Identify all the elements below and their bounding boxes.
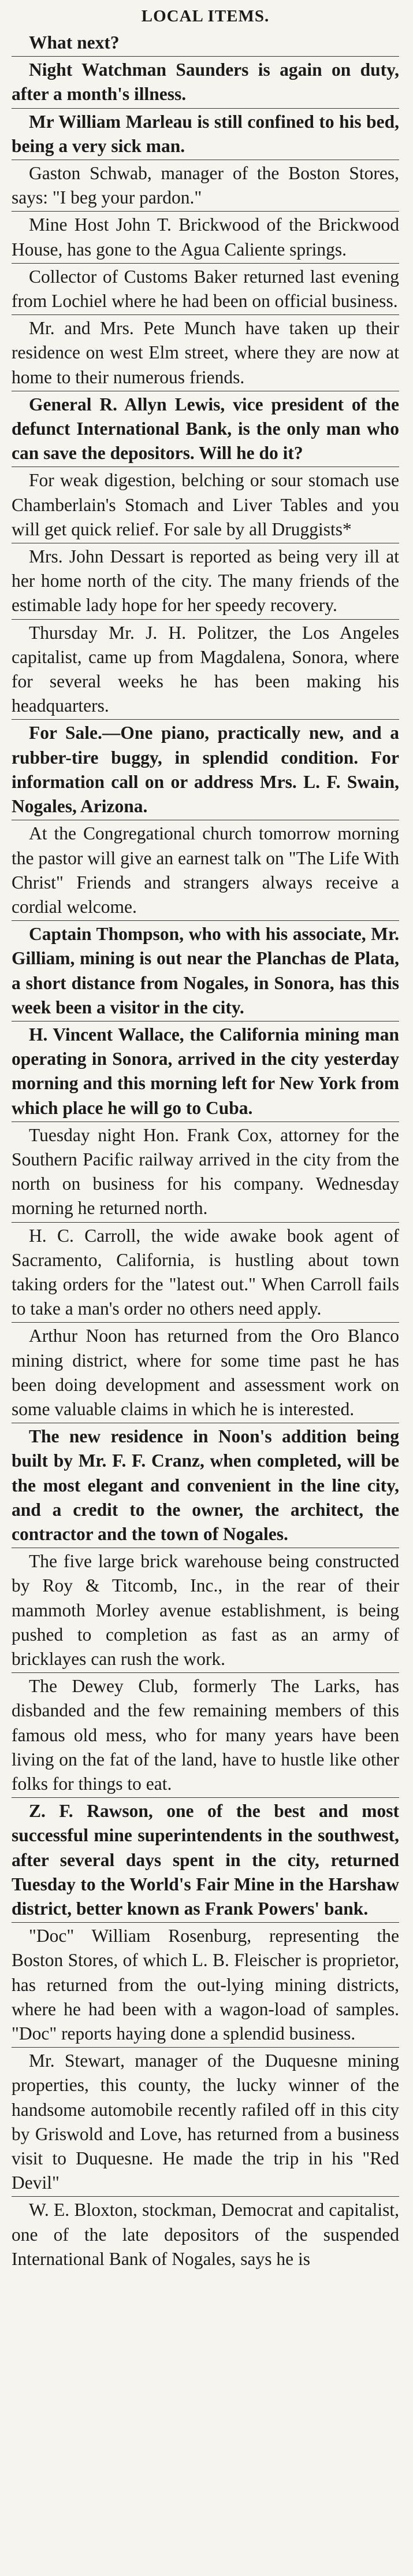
news-item: H. Vincent Wallace, the California mining man operating in Sonora, arrived in the city yesterday morning and this morning left for New York from which place he will go to Cuba. (12, 1024, 399, 1118)
news-item: Captain Thompson, who with his associate, Mr. Gilliam, mining is out near the Planchas de Plata, a short distance from Nogales, in Sonora, has this week been a visitor in the city. (12, 924, 399, 1017)
news-item: The new residence in Noon's addition being built by Mr. F. F. Cranz, when completed, will be the most elegant and convenient in the line city, and a credit to the owner, the architect, the contractor and the town of Nogales. (12, 1426, 399, 1544)
news-item: Mr. and Mrs. Pete Munch have taken up their residence on west Elm street, where they are now at home to their numerous friends. (12, 318, 399, 387)
news-item: "Doc" William Rosenburg, representing the Boston Stores, of which L. B. Fleischer is proprietor, has returned from the out-lying mining districts, where he had been with a wagon-load of samples. "Doc" reports haying done a splendid business. (12, 1926, 399, 2044)
news-item: Arthur Noon has returned from the Oro Blanco mining district, where for some time past he has been doing development and assessment work on some valuable claims in which he is interested. (12, 1326, 399, 1419)
news-items (12, 31, 399, 2271)
news-item: Mine Host John T. Brickwood of the Brickwood House, has gone to the Agua Caliente springs. (12, 214, 399, 260)
item-divider (12, 619, 399, 620)
item-divider (12, 211, 399, 212)
news-item: What next? (29, 32, 120, 53)
news-item: For Sale.—One piano, practically new, and a rubber-tire buggy, in splendid condition. For information call on or address Mrs. L. F. Swain, Nogales, Arizona. (12, 723, 399, 817)
item-divider (12, 1922, 399, 1923)
news-item: Collector of Customs Baker returned last evening from Lochiel where he had been on official business. (12, 266, 399, 312)
item-divider (12, 263, 399, 264)
news-item: For weak digestion, belching or sour stomach use Chamberlain's Stomach and Liver Tables and you will get quick relief. For sale by all Druggists* (12, 470, 399, 539)
item-divider (12, 1797, 399, 1798)
item-divider (12, 719, 399, 720)
news-item: W. E. Bloxton, stockman, Democrat and capitalist, one of the late depositors of the suspended International Bank of Nogales, says he is (12, 2200, 399, 2269)
item-divider (12, 2196, 399, 2197)
item-divider (12, 2047, 399, 2048)
news-item: At the Congregational church tomorrow morning the pastor will give an earnest talk on "The Life With Christ" Friends and strangers always receive a cordial welcome. (12, 823, 399, 917)
item-divider (12, 314, 399, 315)
item-divider (12, 1222, 399, 1223)
news-item: Mrs. John Dessart is reported as being very ill at her home north of the city. The many friends of the estimable lady hope for her speedy recovery. (12, 546, 399, 616)
item-divider (12, 1672, 399, 1673)
news-item: Z. F. Rawson, one of the best and most successful mine superintendents in the southwest, after several days spent in the city, returned Tuesday to the World's Fair Mine in the Harshaw district, better known as Frank Powers' bank. (12, 1801, 399, 1919)
news-item: Gaston Schwab, manager of the Boston Stores, says: "I beg your pardon." (12, 163, 399, 208)
column-heading: LOCAL ITEMS. (141, 7, 270, 25)
news-item: H. C. Carroll, the wide awake book agent of Sacramento, California, is hustling about town taking orders for the "latest out." When Carroll fails to take a man's order no others need apply. (12, 1225, 399, 1319)
news-item: General R. Allyn Lewis, vice president of the defunct International Bank, is the only man who can save the depositors. Will he do it? (12, 394, 399, 464)
news-item: Tuesday night Hon. Frank Cox, attorney for the Southern Pacific railway arrived in the city from the north on business for his company. Wednesday morning he returned north. (12, 1124, 399, 1219)
news-item: The five large brick warehouse being constructed by Roy & Titcomb, Inc., in the rear of their mammoth Morley avenue establishment, is being pushed to completion as fast as an army of bricklayes can rush the work. (12, 1551, 399, 1669)
item-divider (12, 920, 399, 921)
item-divider (12, 56, 399, 57)
news-item: Night Watchman Saunders is again on duty, after a month's illness. (12, 60, 399, 105)
news-item: Mr William Marleau is still confined to his bed, being a very sick man. (12, 111, 399, 156)
item-divider (12, 108, 399, 109)
item-divider (12, 1322, 399, 1323)
news-item: The Dewey Club, formerly The Larks, has disbanded and the few remaining members of this famous old mess, who for many years have been living on the fat of the land, have to hustle like other folks for things to eat. (12, 1676, 399, 1794)
news-item: Thursday Mr. J. H. Politzer, the Los Angeles capitalist, came up from Magdalena, Sonora, where for several weeks he has been making his headquarters. (12, 622, 399, 716)
news-item: Mr. Stewart, manager of the Duquesne mining properties, this county, the lucky winner of the handsome automobile recently rafiled off in this city by Griswold and Love, has returned from a business visit to Duquesne. He made the trip in his "Red Devil" (12, 2051, 399, 2193)
